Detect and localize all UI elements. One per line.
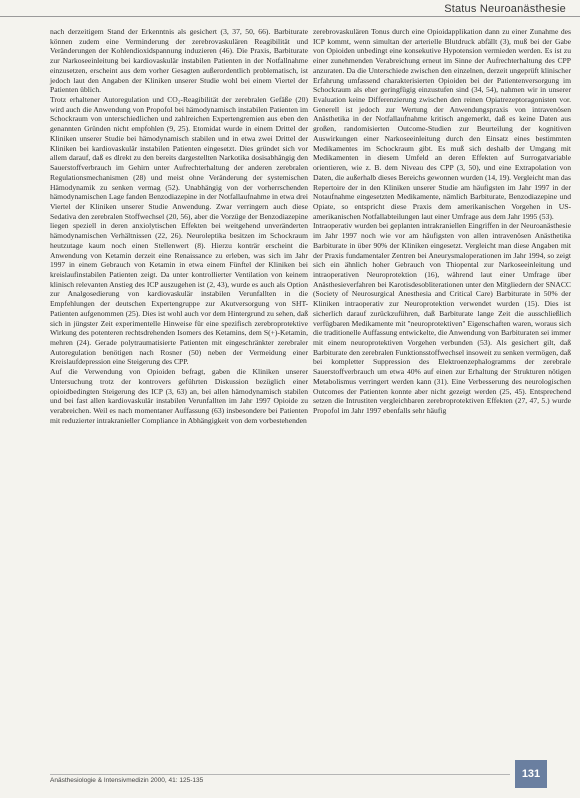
running-header bbox=[0, 0, 580, 22]
page-number: 131 bbox=[515, 760, 547, 788]
right-paragraph-1: zerebrovaskulären Tonus durch eine Opioidapplikation dann zu einer Zunahme des ICP kommt, wenn simultan der arterielle Blutdruck abfällt (3), muß bei der Gabe von Opioiden unbedingt eine konsekutive Hypotension vermieden werden. Es ist zu einer zunehmenden Verabreichung erneut im Sinne der Aufrechterhaltung des CPP anzuraten. Da die Unterschiede zwischen den einzelnen, derzeit ungeprüft klinischer Erfahrung umfassend charakterisierten Opioiden bei der Patientenversorgung im Schockraum als eher geringfügig einzustufen sind (34, 54), nahmen wir in unserer Evaluation keine Differenzierung zwischen den reinen Opiatrezeptoragonisten vor. Generell ist jedoch zur Wertung der Anwendungspraxis von intravenösen Anästhetika in der Notfallaufnahme kritisch angemerkt, daß es keine Daten aus großen, randomisierten Outcome-Studien zur Beurteilung der kognitiven Auswirkungen einer Narkoseeinleitung durch den Einsatz eines bestimmten Medikamentes im Schockraum gibt. Es muß sich deshalb der Umgang mit Medikamenten in diesem Umfeld an deren Effekten auf Surrogatvariable orientieren, wie z. B. dem Niveau des CPP (3, 50), und eine Extrapolation von Daten, die außerhalb dieses Bereichs gewonnen wurden (14, 19). Vergleicht man das Repertoire der in den Kliniken unserer Studie am häufigsten im Jahr 1997 in der Notaufnahme eingesetzten Medikamente, nämlich Barbiturate, Benzodiazepine und Opiate, so entspricht diese Praxis dem amerikanischen Vorgehen in US-amerikanischen Notfallabteilungen laut einer Umfrage aus dem Jahr 1995 (53). bbox=[313, 27, 571, 221]
left-paragraph-3: Auf die Verwendung von Opioiden befragt, gaben die Kliniken unserer Untersuchung trotz der kontrovers geführten Diskussion bezüglich einer opioidbedingten Steigerung des ICP (3, 63) an, bei allen hämodynamisch stabilen und bei fast allen kardiovaskulär instabilen Verunfallten im Jahr 1997 Opioide zu verabreichen. Weil es nach momentaner Auffassung (63) insbesondere bei Patienten mit reduzierter intrakranieller Compliance in Abhängigkeit von dem vorbestehenden bbox=[50, 367, 308, 425]
journal-citation: Anästhesiologie & Intensivmedizin 2000, 41: 125-135 bbox=[50, 777, 204, 784]
right-paragraph-2: Intraoperativ wurden bei geplanten intrakraniellen Eingriffen in der Neuroanästhesie im Jahr 1997 noch wie vor am häufigsten von allen intravenösen Anästhetika Barbiturate in über 90% der Kliniken eingesetzt. Vergleicht man diese Angaben mit der Praxis fundamentaler Zentren bei Aneurysmaloperationen im Jahr 1994, so zeigt sich ein ähnlich hoher Gebrauch von Thiopental zur Narkoseeinleitung und intraoperativen Neuroprotektion (16), während laut einer Umfrage über Anästhesieverfahren bei Karotisdesobliterationen unter den Mitgliedern der SNACC (Society of Neurosurgical Anesthesia and Critical Care) Barbiturate in 50% der Kliniken intraoperativ zur Neuroprotektion verwendet wurden (15). Dies ist sicherlich darauf zurückzuführen, daß Barbiturate lange Zeit die ausschließlich verfügbaren Medikamente mit "neuroprotektiven" Eigenschaften waren, woraus sich die traditionelle Auffassung entwickelte, die Anwendung von Barbituraten sei immer mit einem neuroprotektiven Vorgehen verbunden (53). Als gesichert gilt, daß Barbiturate den zerebralen Funktionsstoffwechsel insoweit zu senken vermögen, daß bei kompletter Suppression des Elektroenzephalogramms der zerebrale Sauerstoffverbrauch um etwa 40% auf einen zur Erhaltung der Strukturen nötigen Metabolismus verringert werden kann (31). Eine Verbesserung des neurologischen Outcomes der Patienten konnte aber nicht gezeigt werden (25, 45). Entsprechend setzen die Intrustiten vergleichbaren zerebroprotektiven Effekten (27, 47, 5.) wurde Propofol im Jahr 1997 ebenfalls sehr häufig bbox=[313, 221, 571, 416]
left-paragraph-2: Trotz erhaltener Autoregulation und CO₂-Reagibilität der zerebralen Gefäße (20) wird auch die Anwendung von Propofol bei hämodynamisch instabilen Patienten im Schockraum von unterschiedlichen und zahlreichen Expertengremien aus eben den genannten Gründen nicht empfohlen (9, 25). Etomidat wurde in einem Drittel der Kliniken unserer Studie bei hämodynamisch stabilen und in etwa zwei Drittel der Kliniken bei kardiovaskulär instabilen Patienten eingesetzt. Dies gründet sich vor allem darauf, daß es dlrekt zu den bereits dargestellten Narkotika dosisabhängig den Sauerstoffverbrauch im Gehirn unter Aufrechterhaltung der anderen zerebralen Regulationsmechanismen (28) und meist ohne Veränderung der systemischen Hämodynamik zu senken vermag (52). Unabhängig von der vorherrschenden hämodynamischen Lage fanden Benzodiazepine in der Notfallaufnahme in etwa drei Viertel der Kliniken unserer Studie Anwendung. Zwar verringern auch diese Sedativa den zerebralen Stoffwechsel (20, 56), aber die Vorzüge der Benzodiazepine liegen speziell in deren anxiolytischen Effekten bei weitgehend unveränderten hämodynamischen Verhältnissen (22, 26). Neuroleptika besitzen im Schockraum heutzutage kaum noch einen Stellenwert (8). Hierzu konträr erscheint die Anwendung von Ketamin derzeit eine Renaissance zu erleben, was sich im Jahr 1997 in einem Gebrauch von Ketamin in etwa einem Fünftel der Kliniken bei kreislaufinstabilen Patienten zeigt. Da unter kontrollierter Ventilation von keinem klinisch relevanten Anstieg des ICP auszugehen ist (2, 43), wurde es auch als Option zur Analgosedierung von kardiovaskulär instabilen Verunfallten in die Empfehlungen der deutschen Expertengruppe zur Akutversorgung von SHT-Patienten aufgenommen (25). Dies ist wohl auch vor dem Hintergrund zu sehen, daß sich in jüngster Zeit experimentelle Hinweise für eine spezifisch zerebroprotektive Wirkung des potenteren rechtsdrehenden Isomers des Ketamins, dem S(+)-Ketamin, mehren (24). Gerade polytraumatisierte Patienten mit eingeschränkter zerebraler Autoregulation benötigen nach Rosner (50) neben der Vermeidung einer Kreislaufdepression eine Steigerung des CPP. bbox=[50, 95, 308, 367]
right-column bbox=[313, 27, 571, 416]
running-header-title: Status Neuroanästhesie bbox=[444, 3, 566, 15]
header-rule bbox=[0, 16, 580, 17]
left-column bbox=[50, 27, 308, 425]
page-footer bbox=[0, 770, 580, 798]
left-paragraph-1: nach derzeitigem Stand der Erkenntnis als gesichert (3, 37, 50, 66). Barbiturate können zudem eine Verminderung der zerebrovaskulären Reagibilität und Veränderungen der Kohlendioxidspannung induzieren (46). Die Praxis, Barbiturate zur Narkoseeinleitung bei kardiovaskulär instabilen Patienten in der Notfallnahme einzusetzen, erscheint aus dem vorher Gesagten außerordentlich problematisch, ist jedoch laut den Angaben der Kliniken unserer Studie wohl bei einem Viertel der Patienten üblich. bbox=[50, 27, 308, 95]
footer-rule bbox=[50, 774, 510, 775]
